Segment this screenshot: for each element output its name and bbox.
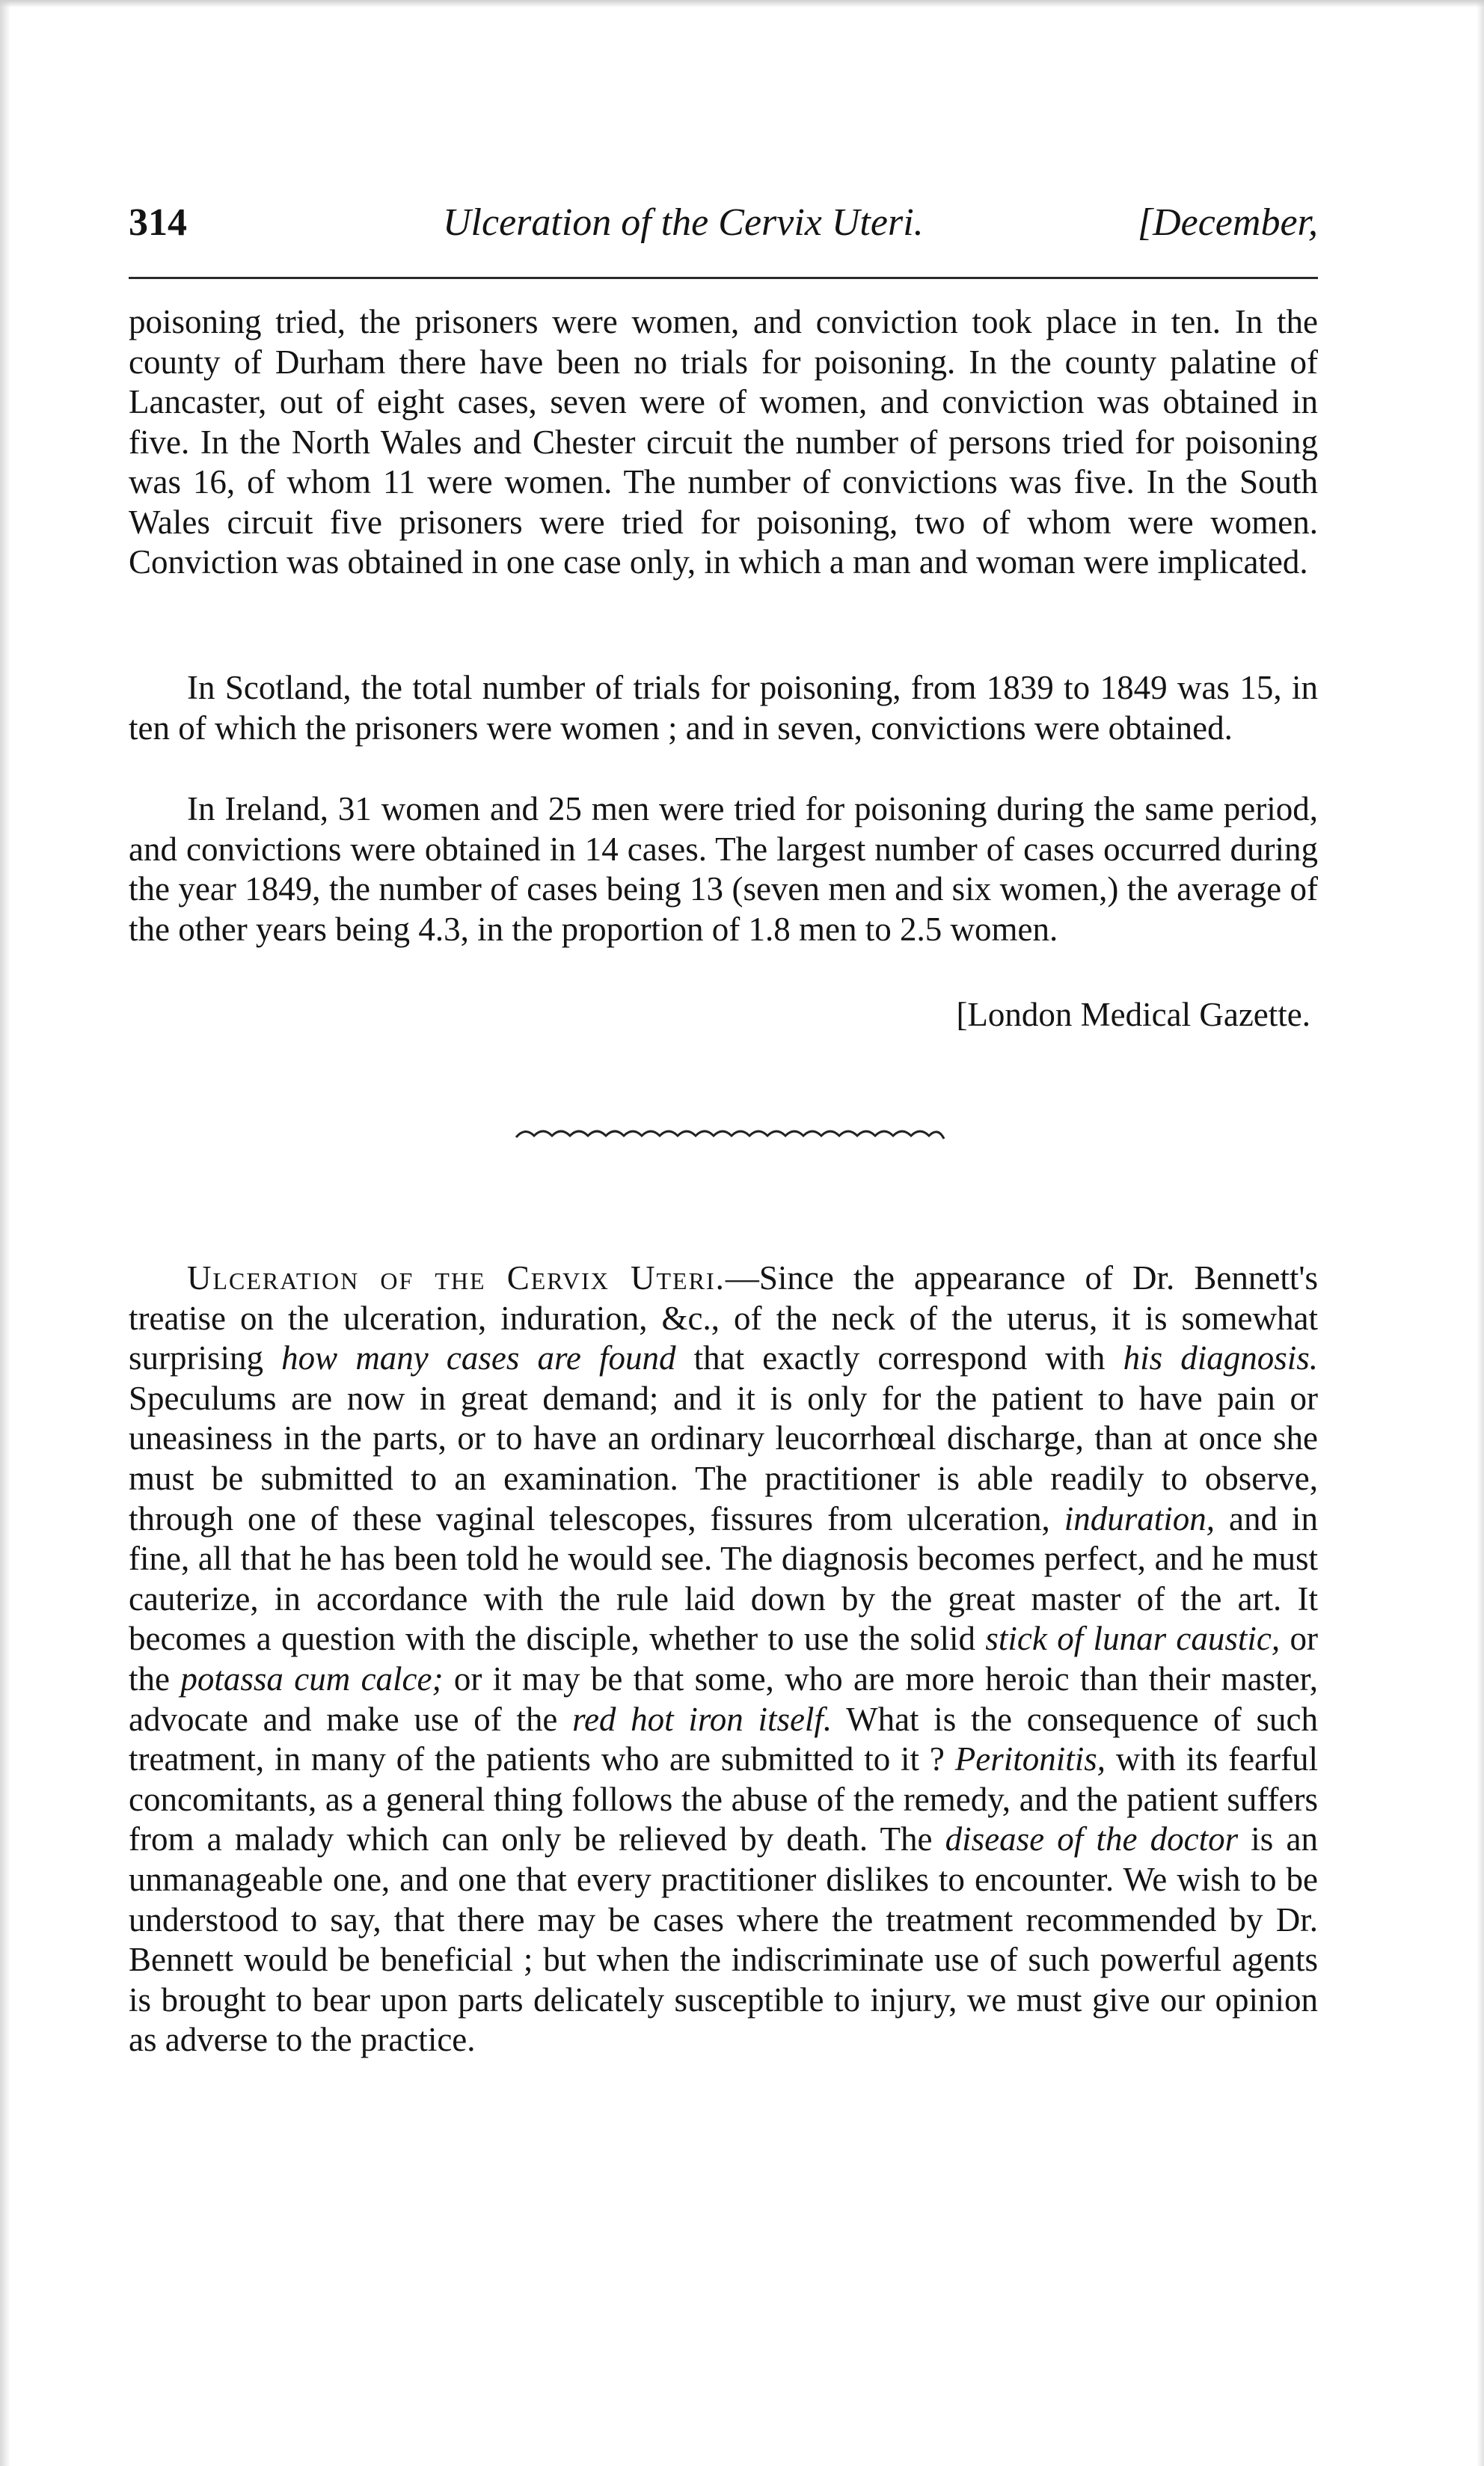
article-text: or it may be that some, who are more heroic than their master, advocate and make use of the (129, 1659, 1318, 1738)
continued-paragraph-1: poisoning tried, the prisoners were women, and conviction took place in ten. In the county of Durham there have been no trials for poisoning. In the county palatine of Lancaster, out of eight cases, seven were of women, and conviction was obtained in five. In the North Wales and Chester circuit the number of persons tried for poisoning was 16, of whom 11 were women. The number of convictions was five. In the South Wales circuit five prisoners were tried for poisoning, two of whom were women. Conviction was obtained in one case only, in which a man and woman were implicated. (129, 303, 1318, 581)
scan-edge-right (1477, 0, 1484, 2466)
article-heading: Ulceration of the Cervix Uteri. (187, 1259, 726, 1297)
article-emphasis: how many cases are found (281, 1339, 676, 1377)
scan-edge-top (0, 0, 1484, 7)
article-emphasis: potassa cum calce; (180, 1659, 444, 1698)
article-emphasis: Peritonitis, (954, 1740, 1106, 1778)
wavy-divider (515, 1121, 945, 1143)
running-header (129, 201, 1318, 259)
scan-edge-left (0, 0, 10, 2466)
article-text: that exactly correspond with (675, 1339, 1123, 1377)
continued-paragraph-2: In Scotland, the total number of trials for poisoning, from 1839 to 1849 was 15, in ten of which the prisoners were women ; and in seven, convictions were obtained. (129, 669, 1318, 747)
article-text: is an unmanageable one, and one that every practitioner dislikes to encounter. We wish to be understood to say, that there may be cases where the treatment recommended by Dr. Bennett would be beneficial ; but when the indiscriminate use of such powerful agents is brought to bear upon parts delicately susceptible to injury, we must give our opinion as adverse to the practice. (129, 1820, 1318, 2059)
page-number: 314 (129, 201, 187, 244)
article-emphasis: his diagnosis. (1123, 1339, 1319, 1377)
article-emphasis: red hot iron itself. (572, 1700, 833, 1738)
article-text: —Since the appearance of Dr. Bennett's treatise on the ulceration, induration, &c., of the neck of the uterus, it is somewhat surprising (129, 1259, 1318, 1377)
article-emphasis: induration, (1064, 1499, 1215, 1538)
article-emphasis: stick of lunar caustic, (985, 1620, 1281, 1658)
source-citation: [London Medical Gazette. (956, 996, 1310, 1033)
wavy-divider-line (516, 1131, 944, 1139)
continued-paragraph-3: In Ireland, 31 women and 25 men were tried for poisoning during the same period, and convictions were obtained in 14 cases. The largest number of cases occurred during the year 1849, the number of cases being 13 (seven men and six women,) the average of the other years being 4.3, in the proportion of 1.8 men to 2.5 women. (129, 790, 1318, 948)
article-text: What is the consequence of such treatment, in many of the patients who are submitted to it ? (129, 1700, 1318, 1778)
article-text: with its fearful concomitants, as a general thing follows the abuse of the remedy, and the patient suffers from a malady which can only be relieved by death. The (129, 1740, 1318, 1858)
article-emphasis: disease of the doctor (945, 1820, 1239, 1858)
header-rule (129, 277, 1318, 279)
article-text: and in fine, all that he has been told he would see. The diagnosis becomes perfect, and he must cauterize, in accordance with the rule laid down by the great master of the art. It becomes a question with the disciple, whether to use the solid (129, 1499, 1318, 1658)
running-title: Ulceration of the Cervix Uteri. (443, 201, 924, 244)
article-paragraph (129, 1258, 1318, 2060)
article-text: or the (129, 1620, 1318, 1698)
article-text: Speculums are now in great demand; and it is only for the patient to have pain or uneasiness in the parts, or to have an ordinary leucorrhœal discharge, than at once she must be submitted to an examination. The practitioner is able readily to observe, through one of these vaginal telescopes, fissures from ulceration, (129, 1379, 1318, 1538)
running-month: [December, (1137, 201, 1318, 244)
